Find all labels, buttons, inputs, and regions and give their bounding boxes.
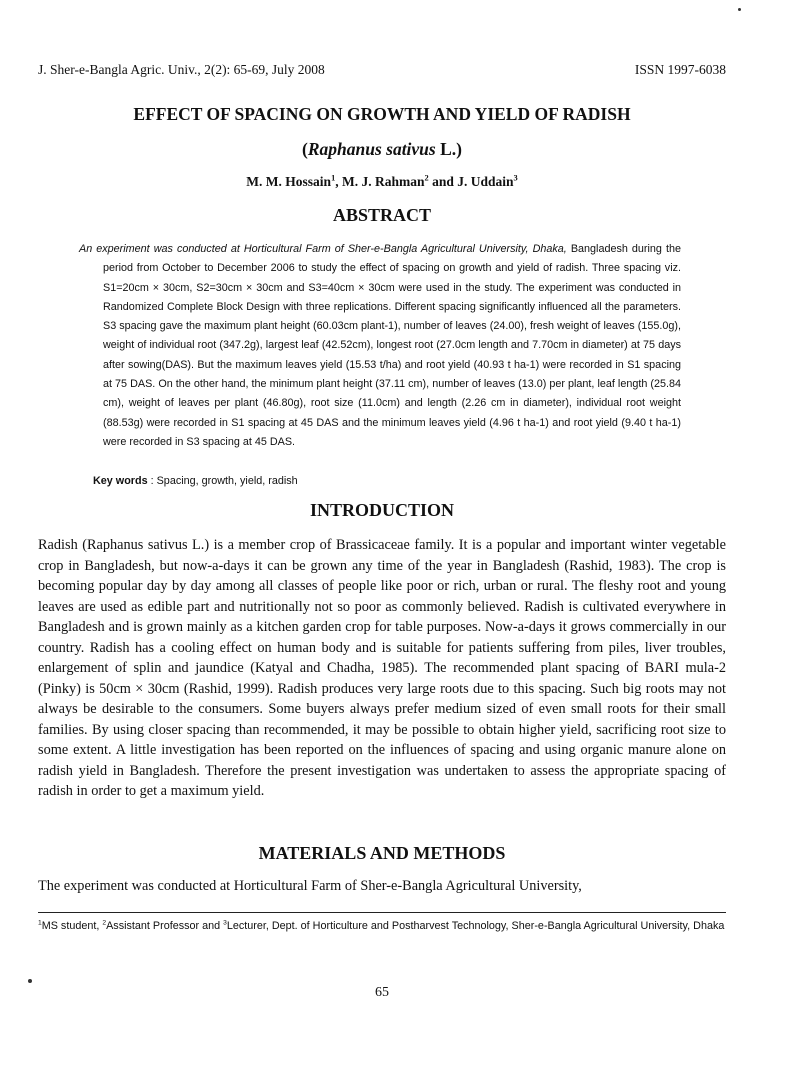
issn: ISSN 1997-6038 bbox=[634, 62, 726, 77]
materials-methods-heading: MATERIALS AND METHODS bbox=[258, 843, 506, 863]
journal-citation: J. Sher-e-Bangla Agric. Univ., 2(2): 65-69, July 2008 bbox=[38, 62, 325, 77]
materials-methods-body: The experiment was conducted at Horticultural Farm of Sher-e-Bangla Agricultural University, bbox=[38, 878, 582, 894]
subtitle-open-paren: ( bbox=[302, 139, 308, 159]
footnote-mark: 3 bbox=[223, 919, 227, 927]
introduction-heading: INTRODUCTION bbox=[309, 500, 455, 520]
keywords bbox=[93, 475, 693, 487]
abstract-text: Bangladesh during the period from October to December 2006 to study the effect of spacing on growth and yield of radish. Three spacing viz. S1=20cm × 30cm, S2=30cm × 30cm and S3=40cm × 30cm were used in the study. The experiment was conducted in Randomized Complete Block Design with three replications. Different spacing significantly influenced all the parameters. S3 spacing gave the maximum plant height (60.03cm plant-1), number of leaves (24.00), fresh weight of leaves (155.0g), weight of individual root (347.2g), largest leaf (42.52cm), longest root (27.0cm length and 7.70cm in diameter) at 75 days after sowing(DAS). But the maximum leaves yield (15.53 t/ha) and root yield (40.93 t ha-1) were recorded in S1 spacing at 75 DAS. On the other hand, the minimum plant height (37.11 cm), number of leaves (13.0) per plant, leaf length (25.84 cm), weight of leaves per plant (46.80g), root size (11.0cm) and length (2.26 cm in diameter), individual root weight (88.53g) were recorded in S1 spacing at 45 DAS and the minimum leaves yield (4.96 t ha-1) and root yield (9.40 t ha-1) were recorded in S3 spacing at 45 DAS. bbox=[103, 243, 681, 448]
affiliation-mark: 1 bbox=[331, 173, 336, 183]
abstract-first-line: An experiment was conducted at Horticultural Farm of Sher-e-Bangla Agricultural University, Dhaka, bbox=[79, 243, 567, 255]
footnote-mark: 2 bbox=[102, 919, 107, 927]
footnote-text: MS student, bbox=[41, 920, 103, 932]
author-separator: , bbox=[335, 174, 342, 189]
author-list bbox=[38, 174, 726, 190]
keywords-value: Spacing, growth, yield, radish bbox=[156, 475, 298, 487]
author-separator: and bbox=[428, 174, 458, 189]
keywords-label: Key words bbox=[93, 475, 148, 487]
footnote-text: Lecturer, Dept. of Horticulture and Postharvest Technology, Sher-e-Bangla Agricultural University, Dhaka bbox=[226, 920, 725, 932]
author-name: M. M. Hossain bbox=[246, 174, 332, 189]
scan-speck bbox=[28, 979, 32, 983]
scan-speck bbox=[738, 8, 741, 11]
abstract-heading: ABSTRACT bbox=[332, 205, 432, 225]
paper-subtitle bbox=[38, 139, 726, 160]
author-abbreviation: L.) bbox=[440, 139, 462, 159]
introduction-body: Radish (Raphanus sativus L.) is a member crop of Brassicaceae family. It is a popular and important winter vegetable crop in Bangladesh, but now-a-days it can be grown any time of the year in Bangladesh (Rashid, 1983). The crop is becoming popular day by day among all classes of people like poor or rich, urban or rural. The fleshy root and young leaves are used as edible part and nutritionally not so poor as commonly believed. Radish is cultivated everywhere in Bangladesh and is grown mainly as a kitchen garden crop for table purposes. Now-a-days it grows commercially in our country. Radish has a cooling effect on human body and is suitable for patients suffering from piles, liver troubles, enlargement of splin and jaundice (Katyal and Chadha, 1985). The recommended plant spacing of BARI mula-2 (Pinky) is 50cm × 30cm (Rashid, 1999). Radish produces very large roots due to this spacing. Such big roots may not always be desirable to the consumers. Some buyers always prefer medium sized of even small roots for their small families. By using closer spacing than recommended, it may be possible to obtain higher yield, sacrificing root size to some extent. A little investigation has been reported on the influences of spacing and using organic manure alone on radish yield in Bangladesh. Therefore the present investigation was undertaken to assess the appropriate spacing of radish in order to get a maximum yield. bbox=[38, 537, 726, 799]
affiliation-footnote bbox=[38, 918, 726, 934]
author-name: M. J. Rahman bbox=[342, 174, 425, 189]
footnote-mark: 1 bbox=[38, 919, 42, 927]
scientific-name: Raphanus sativus bbox=[307, 139, 436, 159]
abstract-body bbox=[79, 240, 681, 452]
affiliation-mark: 2 bbox=[424, 173, 429, 183]
page-number: 65 bbox=[375, 985, 389, 1000]
keywords-separator: : bbox=[147, 475, 157, 487]
affiliation-mark: 3 bbox=[513, 173, 518, 183]
author-name: J. Uddain bbox=[457, 174, 514, 189]
footnote-text: Assistant Professor and bbox=[106, 920, 224, 932]
footnote-rule bbox=[38, 912, 726, 913]
paper-title: EFFECT OF SPACING ON GROWTH AND YIELD OF RADISH bbox=[133, 104, 631, 124]
